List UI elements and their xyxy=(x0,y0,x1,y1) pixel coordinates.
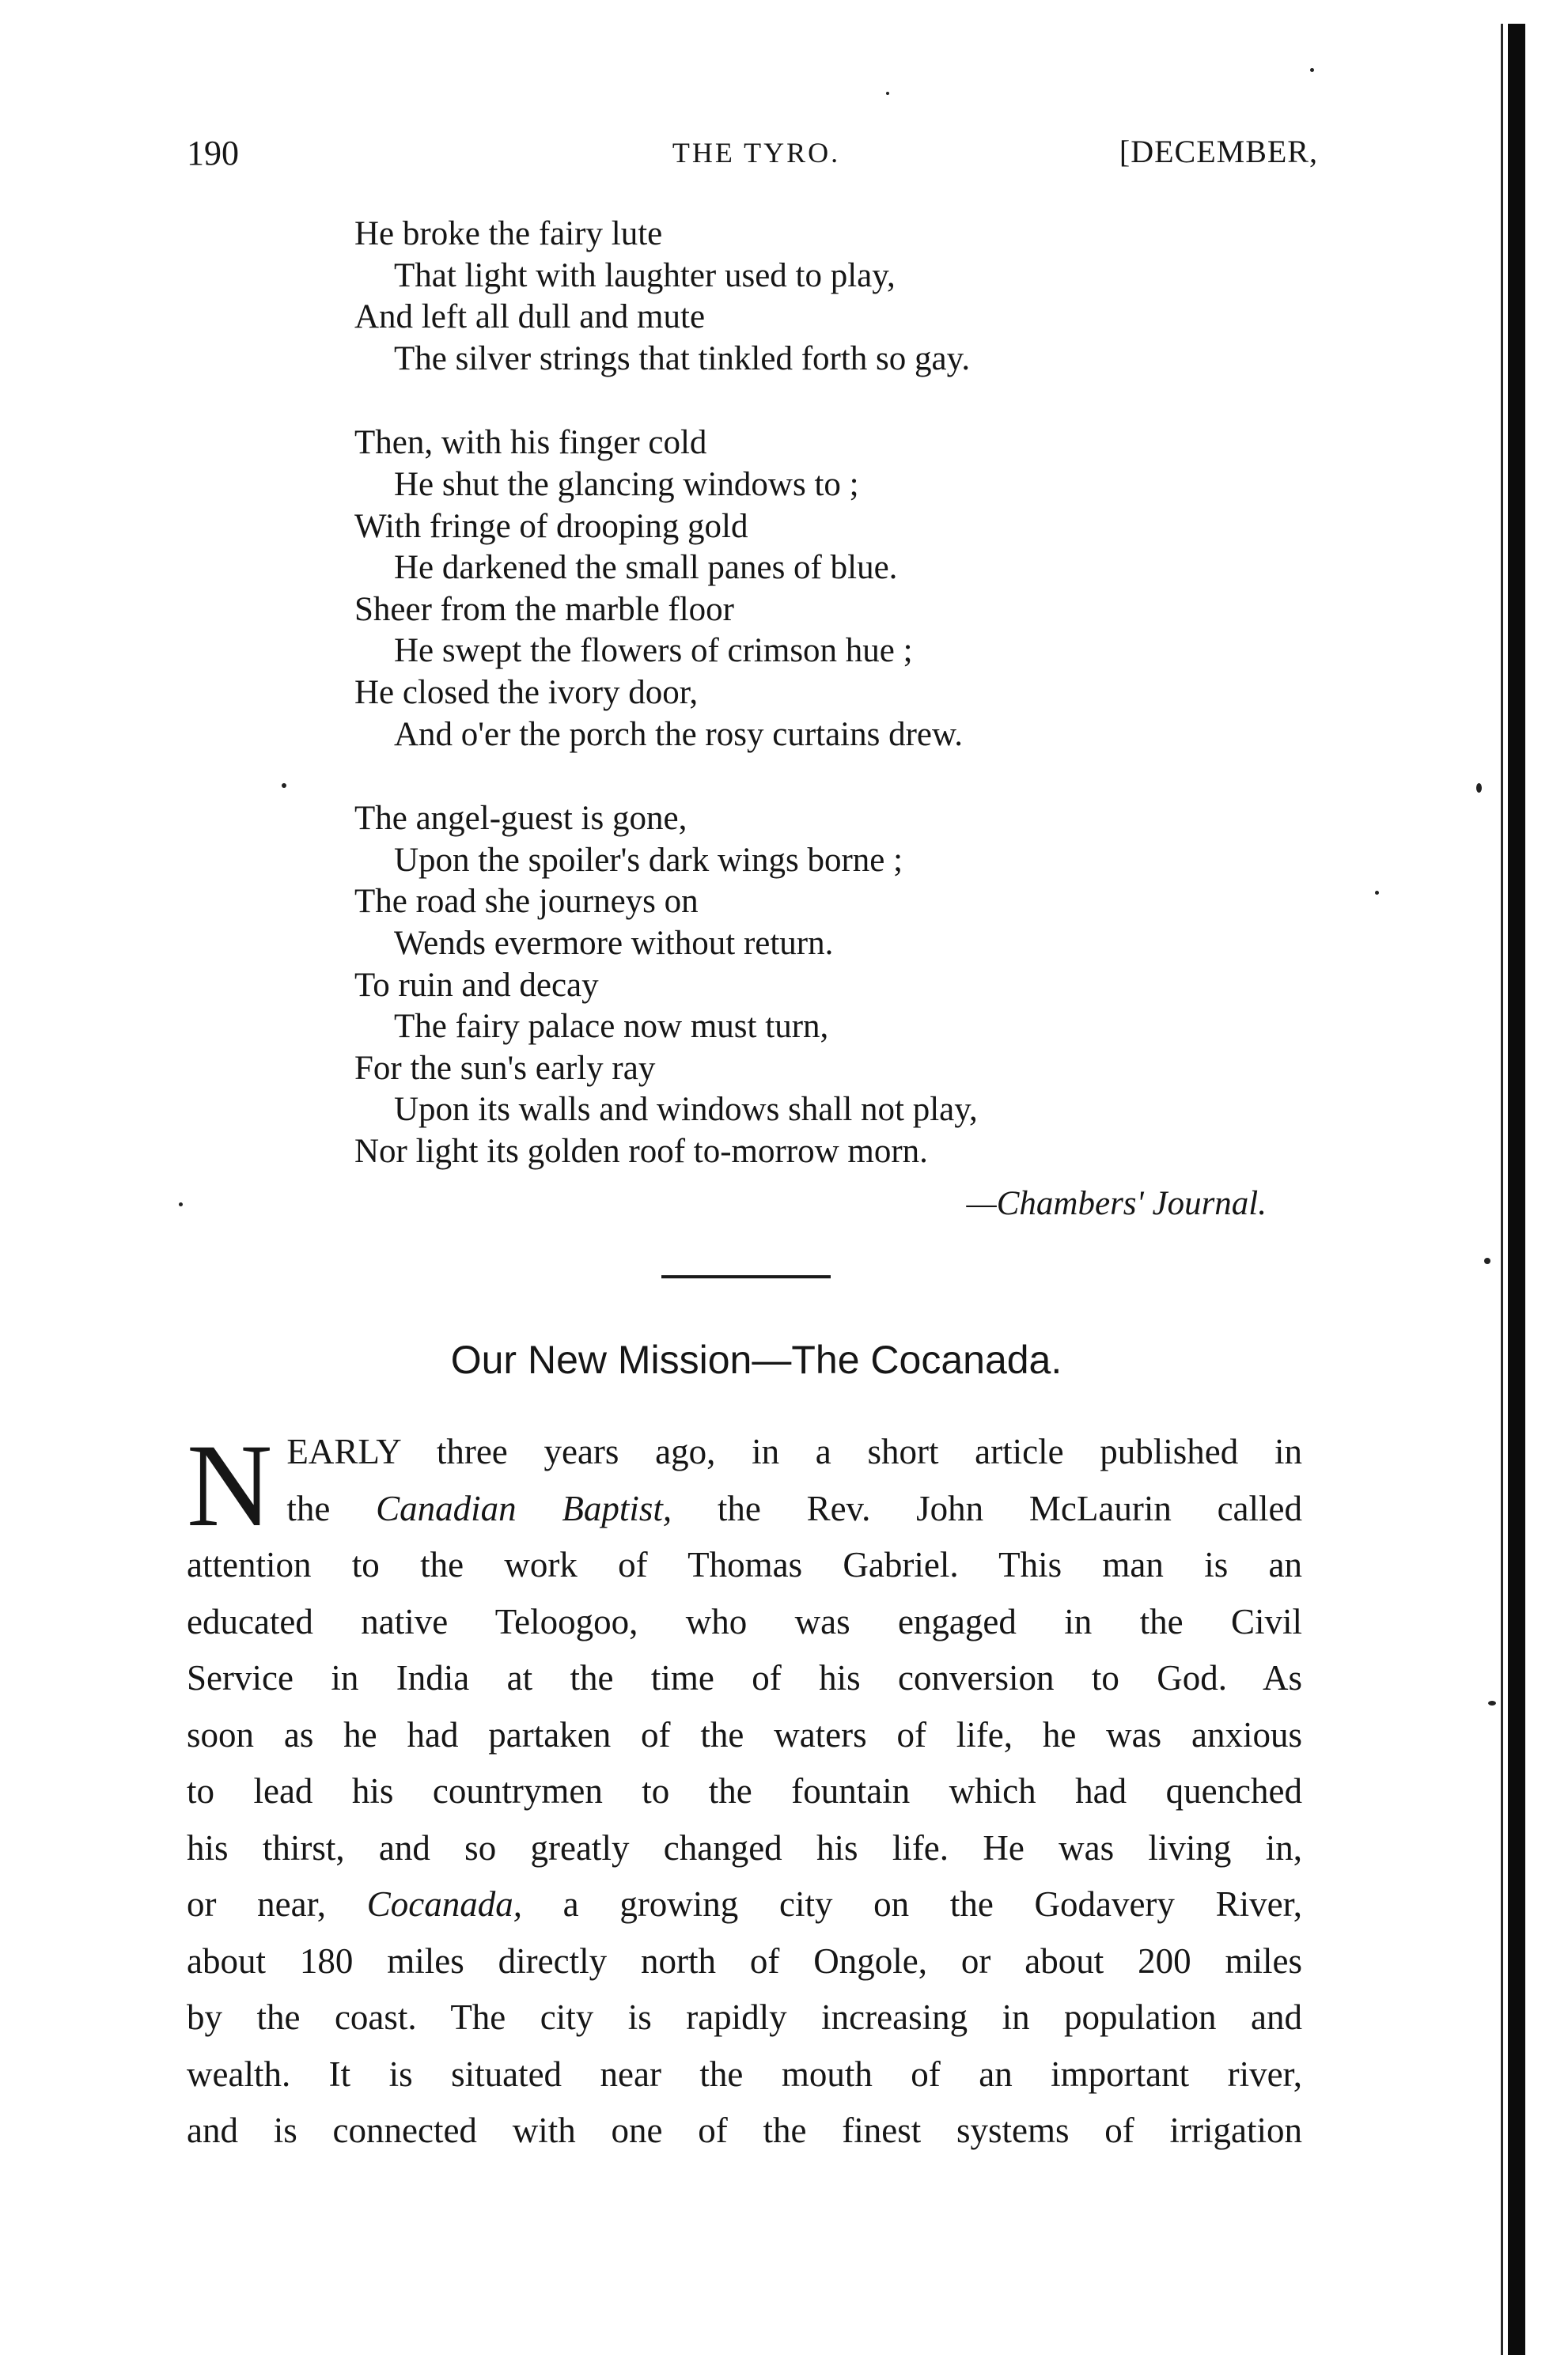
poem-line: With fringe of drooping gold xyxy=(354,507,748,545)
poem-line: Upon its walls and windows shall not play, xyxy=(394,1091,978,1129)
article-line: educated native Teloogoo, who was engaged in the Civil xyxy=(187,1601,1302,1641)
poem-line: He swept the flowers of crimson hue ; xyxy=(394,632,913,670)
italic-phrase: Canadian Baptist, xyxy=(376,1488,672,1528)
poem-stanza xyxy=(354,798,1383,1172)
scan-speck xyxy=(1476,783,1482,793)
poem-line: To ruin and decay xyxy=(354,966,599,1004)
article-line: Service in India at the time of his conversion to God. As xyxy=(187,1658,1302,1698)
poem-line: Nor light its golden roof to-morrow morn. xyxy=(354,1132,928,1170)
poem-line: The silver strings that tinkled forth so gay. xyxy=(394,339,971,377)
italic-phrase: Cocanada, xyxy=(366,1884,522,1924)
poem-line: The angel-guest is gone, xyxy=(354,800,687,838)
article-line: his thirst, and so greatly changed his life. He was living in, xyxy=(187,1827,1302,1868)
poem-line: For the sun's early ray xyxy=(354,1049,656,1087)
binding-shadow-line xyxy=(1501,24,1503,2355)
journal-title: THE TYRO. xyxy=(672,137,841,168)
binding-edge xyxy=(1508,24,1525,2355)
poem-line: And o'er the porch the rosy curtains drew. xyxy=(394,715,964,753)
article-line: and is connected with one of the finest systems of irrigation xyxy=(187,2111,1302,2150)
article-line: EARLY three years ago, in a short article published in xyxy=(286,1432,1302,1471)
poem-line: That light with laughter used to play, xyxy=(394,256,896,294)
article-line: soon as he had partaken of the waters of life, he was anxious xyxy=(187,1714,1302,1755)
poem-line: The road she journeys on xyxy=(354,883,699,921)
poem-line: He shut the glancing windows to ; xyxy=(394,465,859,503)
poem-line: Sheer from the marble floor xyxy=(354,590,734,628)
issue-month: [DECEMBER, xyxy=(1119,134,1318,169)
scan-speck xyxy=(1484,1258,1490,1264)
article-line: to lead his countrymen to the fountain which had quenched xyxy=(187,1771,1302,1811)
poem xyxy=(354,214,1383,1172)
article-line: attention to the work of Thomas Gabriel. This man is an xyxy=(187,1545,1302,1585)
section-divider-rule xyxy=(661,1275,831,1278)
poem-line: The fairy palace now must turn, xyxy=(394,1008,829,1046)
poem-stanza xyxy=(354,214,1383,380)
article-line: about 180 miles directly north of Ongole, or about 200 miles xyxy=(187,1940,1302,1981)
poem-line: Wends evermore without return. xyxy=(394,924,834,962)
scan-speck xyxy=(1488,1701,1496,1706)
drop-cap: N xyxy=(187,1420,273,1551)
running-head xyxy=(187,133,1326,180)
poem-stanza xyxy=(354,422,1383,755)
poem-line: Upon the spoiler's dark wings borne ; xyxy=(394,841,903,879)
scan-speck xyxy=(1310,68,1314,72)
page-number: 190 xyxy=(187,134,239,172)
article-line: or near, Cocanada, a growing city on the Godavery River, xyxy=(187,1884,1303,1924)
scan-speck xyxy=(179,1202,183,1206)
article-line: by the coast. The city is rapidly increasing in population and xyxy=(187,1997,1302,2037)
scan-speck xyxy=(886,92,889,95)
article-title: Our New Mission—The Cocanada. xyxy=(450,1338,1062,1382)
article-line: the Canadian Baptist, the Rev. John McLaurin called xyxy=(286,1488,1302,1528)
scan-speck xyxy=(282,783,286,788)
article-paragraph xyxy=(187,1420,1303,2160)
poem-line: And left all dull and mute xyxy=(354,298,706,336)
article-body xyxy=(187,1420,1303,2160)
article-line: wealth. It is situated near the mouth of an important river, xyxy=(187,2054,1302,2094)
poem-line: He darkened the small panes of blue. xyxy=(394,549,898,587)
poem-line: He broke the fairy lute xyxy=(354,215,663,252)
poem-line: Then, with his finger cold xyxy=(354,424,707,462)
poem-line: He closed the ivory door, xyxy=(354,673,699,711)
poem-attribution: —Chambers' Journal. xyxy=(966,1185,1267,1222)
